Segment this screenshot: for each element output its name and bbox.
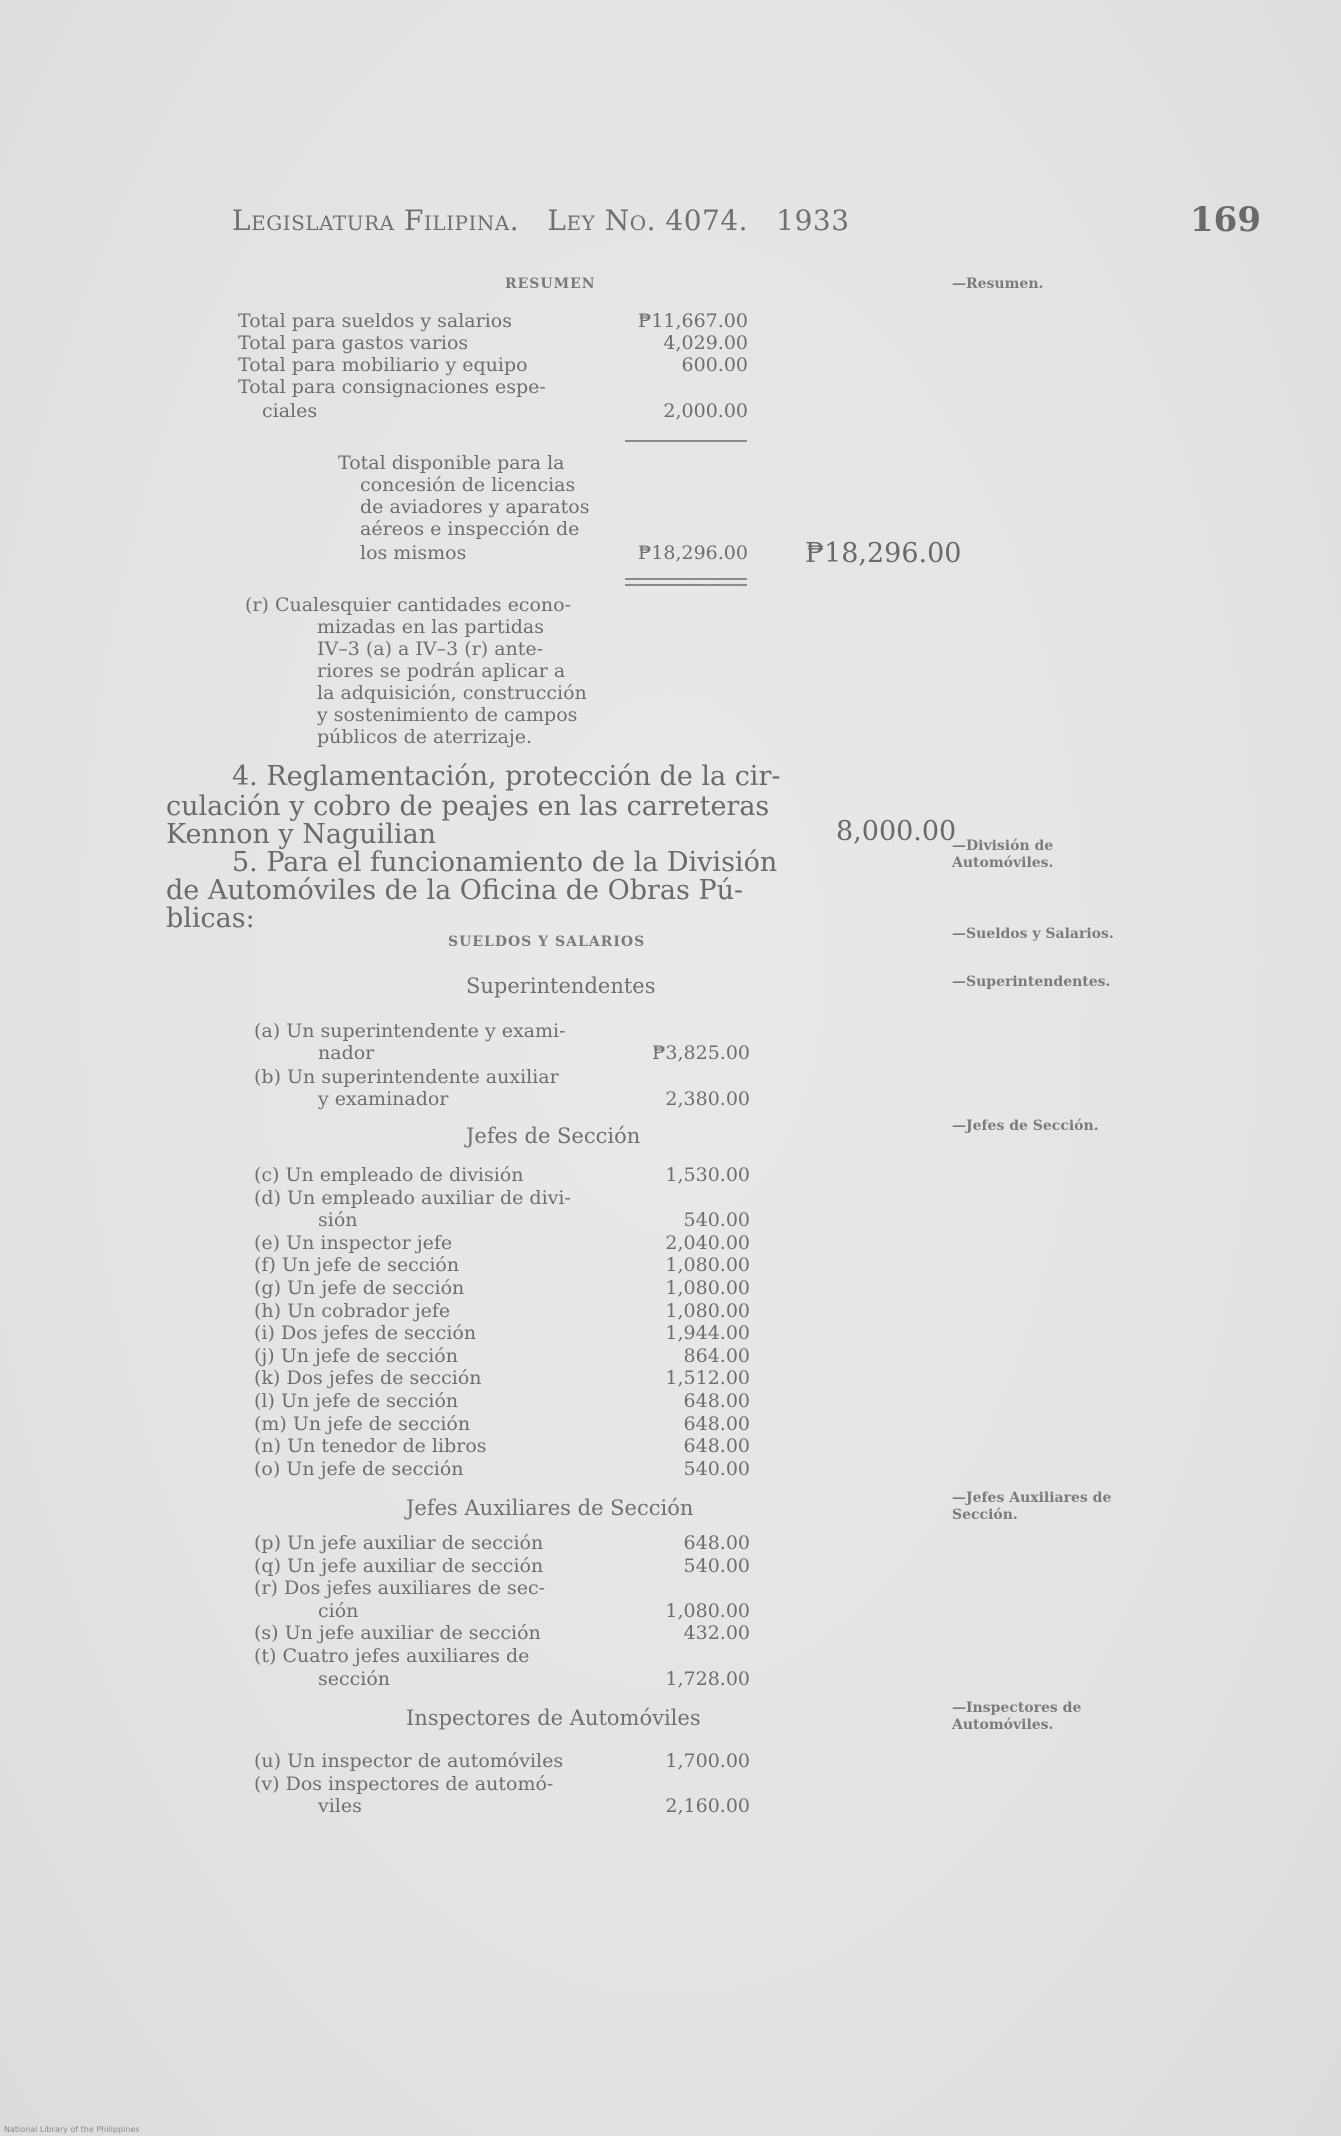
resumen-heading: RESUMEN [505,276,596,292]
list-item: (n) Un tenedor de libros 648.00 [254,1435,750,1458]
law-number: Ley No. 4074. [547,204,749,237]
list-item: (r) Dos jefes auxiliares de sec- [254,1577,546,1600]
list-item: nador ₱3,825.00 [318,1042,750,1064]
rule [625,584,747,586]
sueldos-heading: SUELDOS Y SALARIOS [448,934,646,950]
footer-credit: National Library of the Philippines [4,2125,140,2134]
total-line: de aviadores y aparatos [360,496,590,518]
jefes-heading: Jefes de Sección [466,1124,641,1148]
resumen-row: Total para sueldos y salarios ₱11,667.00 [238,310,748,332]
rule [625,440,747,442]
list-item: (b) Un superintendente auxiliar [254,1066,559,1088]
total-amount-col2: ₱18,296.00 [805,538,962,569]
list-item: viles 2,160.00 [318,1795,750,1818]
note-line: (r) Cualesquier cantidades econo- [245,594,571,616]
list-item: sección 1,728.00 [318,1667,750,1690]
margin-note-division: —División de Automóviles. [952,838,1054,871]
list-item: (c) Un empleado de división 1,530.00 [254,1164,750,1186]
item4-line: 4. Reglamentación, protección de la cir- [232,761,781,792]
list-item: (h) Un cobrador jefe 1,080.00 [254,1299,750,1322]
item5-line: de Automóviles de la Oficina de Obras Pú- [166,875,744,906]
list-item: (g) Un jefe de sección 1,080.00 [254,1277,750,1299]
total-line: concesión de licencias [360,474,576,496]
item4-amount: 8,000.00 [836,816,957,847]
list-item: (i) Dos jefes de sección 1,944.00 [254,1322,750,1345]
margin-note-sueldos: —Sueldos y Salarios. [952,926,1114,942]
running-title: Legislatura Filipina. [232,204,520,237]
item5-line: 5. Para el funcionamiento de la División [232,847,778,878]
resumen-row: Total para mobiliario y equipo 600.00 [238,354,748,376]
margin-note-jefes-aux: —Jefes Auxiliares de Sección. [952,1490,1112,1523]
total-line: aéreos e inspección de [360,518,580,540]
list-item: (f) Un jefe de sección 1,080.00 [254,1254,750,1277]
item5-line: blicas: [166,903,255,934]
list-item: (k) Dos jefes de sección 1,512.00 [254,1367,750,1390]
list-item: (s) Un jefe auxiliar de sección 432.00 [254,1622,750,1645]
year: 1933 [776,204,850,237]
list-item: (a) Un superintendente y exami- [254,1020,566,1042]
margin-note-resumen: —Resumen. [952,276,1044,292]
list-item: (l) Un jefe de sección 648.00 [254,1390,750,1412]
margin-note-superintendentes: —Superintendentes. [952,974,1111,990]
margin-note-inspectores: —Inspectores de Automóviles. [952,1700,1082,1733]
note-line: mizadas en las partidas [317,616,544,638]
running-header [232,204,850,237]
list-item: (v) Dos inspectores de automó- [254,1772,554,1795]
superintendentes-heading: Superintendentes [466,974,656,998]
rule [625,578,747,580]
total-line: Total disponible para la [338,452,565,474]
note-line: y sostenimiento de campos [317,704,578,726]
jefes-aux-heading: Jefes Auxiliares de Sección [406,1496,694,1520]
note-line: riores se podrán aplicar a [317,660,566,682]
list-item: (q) Un jefe auxiliar de sección 540.00 [254,1554,750,1577]
total-line: los mismos ₱18,296.00 [360,542,748,564]
list-item: (j) Un jefe de sección 864.00 [254,1344,750,1367]
item4-line: Kennon y Naguilian [166,819,437,850]
list-item: (p) Un jefe auxiliar de sección 648.00 [254,1532,750,1554]
note-line: IV–3 (a) a IV–3 (r) ante- [317,638,544,660]
list-item: y examinador 2,380.00 [318,1088,750,1110]
resumen-row: ciales 2,000.00 [262,400,748,422]
resumen-row: Total para gastos varios 4,029.00 [238,332,748,354]
list-item: ción 1,080.00 [318,1599,750,1622]
list-item: (m) Un jefe de sección 648.00 [254,1412,750,1435]
margin-note-jefes: —Jefes de Sección. [952,1118,1099,1134]
item4-line: culación y cobro de peajes en las carreteras [166,791,770,822]
note-line: públicos de aterrizaje. [317,726,532,748]
list-item: (o) Un jefe de sección 540.00 [254,1457,750,1480]
list-item: (d) Un empleado auxiliar de divi- [254,1186,571,1209]
page-number: 169 [1190,200,1261,240]
list-item: (t) Cuatro jefes auxiliares de [254,1645,530,1667]
note-line: la adquisición, construcción [317,682,587,704]
list-item: (e) Un inspector jefe 2,040.00 [254,1231,750,1254]
list-item: sión 540.00 [318,1209,750,1232]
inspectores-heading: Inspectores de Automóviles [406,1706,701,1730]
resumen-row: Total para consignaciones espe- [238,376,546,398]
list-item: (u) Un inspector de automóviles 1,700.00 [254,1750,750,1772]
